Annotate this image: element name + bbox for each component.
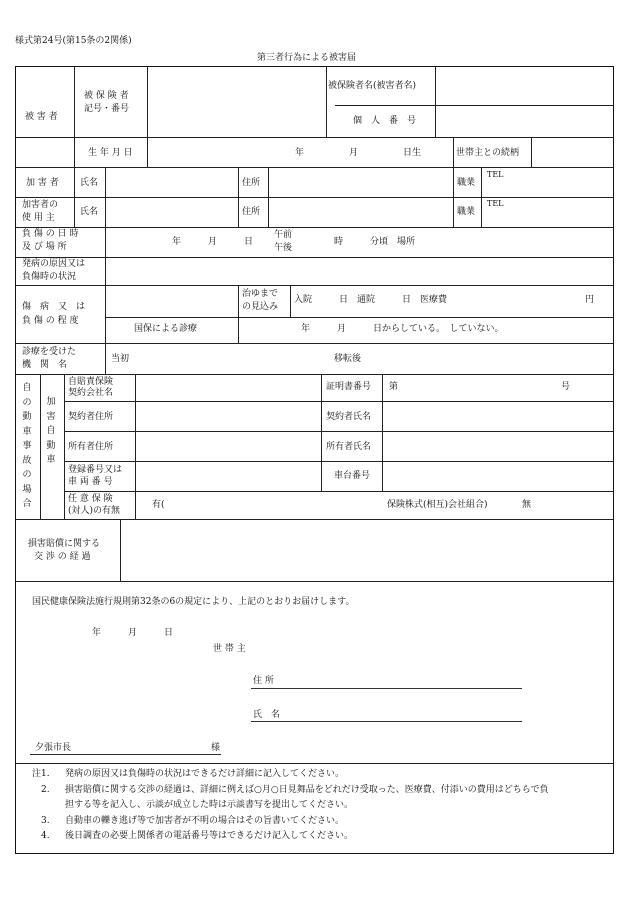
form-frame [15, 66, 614, 854]
form-title: 第三者行為による被害届 [257, 53, 357, 63]
dob-label: 生 年 月 日 [88, 148, 133, 158]
address-underline [251, 688, 522, 689]
injury-date-format: 年 月 日 [172, 237, 254, 247]
voluntary-insurance-label: 任 意 保 険 [68, 494, 113, 504]
note-3-no: 3. [41, 816, 50, 826]
employer-address-label: 住所 [242, 207, 261, 217]
owner-name-label: 所有者氏名 [326, 442, 372, 452]
mayor-label: 夕張市長 [35, 743, 72, 753]
perpetrator-job-label: 職業 [457, 178, 476, 188]
clinic-label-2: 機 関 名 [22, 360, 68, 370]
note-4-text: 後日調査の必要上関係者の電話番号等はできるだけ記入してください。 [65, 831, 354, 841]
perpetrator-address-label: 住所 [242, 178, 261, 188]
note-2-text-cont: 担する等を記入し、示談が成立した時は示談書写を提出してください。 [65, 800, 354, 810]
employer-label-2: 使 用 主 [22, 213, 55, 223]
injury-place-label: 及 び 場 所 [22, 242, 67, 252]
recovery-label: 治ゆまで [242, 289, 279, 299]
note-4-no: 4. [41, 831, 50, 841]
insured-number-label-2: 記号・番号 [84, 104, 130, 114]
form-number: 様式第24号(第15条の2関係) [15, 36, 132, 46]
declaration-date: 年 月 日 [92, 628, 174, 638]
injury-time-format: 時 分頃 場所 [334, 237, 416, 247]
name-underline [251, 721, 522, 722]
insurance-yes: 有( [152, 500, 165, 510]
relation-label: 世帯主との続柄 [456, 148, 520, 158]
mayor-underline [30, 754, 221, 755]
owner-address-label: 所有者住所 [68, 442, 114, 452]
perpetrator-tel-label: TEL [487, 170, 504, 179]
dob-format: 年 月 日生 [295, 148, 422, 158]
pm-label: 午後 [274, 243, 293, 253]
severity-label-2: 負 傷 の 程 度 [22, 316, 79, 326]
registration-label: 登録番号又は [68, 465, 123, 475]
cert-suffix: 号 [561, 382, 571, 392]
injury-time-label: 負 傷 の 日 時 [22, 229, 79, 239]
chassis-label: 車台番号 [334, 471, 371, 481]
note-3-text: 自動車の轢き逃げ等で加害者が不明の場合はその旨書いてください。 [65, 816, 345, 826]
kokuho-label: 国保による診療 [134, 324, 198, 334]
perpetrator-name-label: 氏名 [80, 178, 99, 188]
note-2-no: 2. [41, 785, 50, 795]
jibaiseki-label-2: 契約会社名 [68, 388, 114, 398]
initial-clinic-label: 当初 [111, 354, 130, 364]
employer-tel-label: TEL [487, 199, 504, 208]
am-label: 午前 [274, 230, 293, 240]
cert-no-label: 証明書番号 [326, 382, 372, 392]
negotiation-label: 損害賠償に関する [28, 539, 101, 549]
accident-side-label: 自の動車事故の場合 [22, 383, 32, 509]
employer-name-label: 氏名 [80, 207, 99, 217]
contractor-name-label: 契約者氏名 [326, 412, 372, 422]
insured-number-label: 被 保 険 者 [84, 91, 129, 101]
severity-label: 傷 病 又 は [22, 302, 86, 312]
recovery-label-2: の見込み [242, 302, 279, 312]
kokuho-detail: 年 月 日からしている。 していない。 [301, 324, 504, 334]
householder-label: 世 帯 主 [213, 644, 246, 654]
jibaiseki-label: 自賠責保険 [68, 377, 114, 387]
negotiation-label-2: 交 渉 の 経 過 [34, 552, 91, 562]
note-1-no: 注1. [32, 769, 50, 779]
voluntary-insurance-label-2: (対人)の有無 [68, 506, 121, 516]
insurance-company: 保険株式(相互)会社組合) [387, 500, 488, 510]
transfer-clinic-label: 移転後 [334, 354, 362, 364]
signer-name-label: 氏 名 [253, 710, 281, 720]
perpetrator-label: 加 害 者 [26, 178, 59, 188]
note-2-text: 損害賠償に関する交渉の経過は、詳細に例えば○月○日見舞品をどれだけ受取った、医療費、付添いの費用はどちらで負 [65, 785, 549, 795]
personal-number-label: 個 人 番 号 [353, 116, 417, 126]
employer-label: 加害者の [22, 200, 59, 210]
declaration-statement: 国民健康保険法施行規則第32条の6の規定により、上記のとおりお届けします。 [32, 597, 355, 607]
note-1-text: 発病の原因又は負傷時の状況はできるだけ詳細に記入してください。 [65, 769, 345, 779]
employer-job-label: 職業 [457, 207, 476, 217]
victim-label: 被 害 者 [25, 112, 58, 122]
hospital-days: 入院 日 通院 日 医療費 [294, 295, 448, 305]
insurance-no: 無 [522, 500, 532, 510]
cause-label-2: 負傷時の状況 [22, 272, 77, 282]
contractor-address-label: 契約者住所 [68, 412, 114, 422]
clinic-label: 診療を受けた [22, 347, 77, 357]
vehicle-side-label: 加害自動車 [46, 397, 56, 465]
registration-label-2: 車 両 番 号 [68, 477, 113, 487]
sama-label: 様 [211, 743, 221, 753]
cert-prefix: 第 [389, 382, 399, 392]
yen-label: 円 [585, 295, 595, 305]
cause-label: 発病の原因又は [22, 259, 86, 269]
insured-name-label: 被保険者名(被害者名) [328, 81, 417, 91]
address-label: 住 所 [253, 676, 274, 686]
